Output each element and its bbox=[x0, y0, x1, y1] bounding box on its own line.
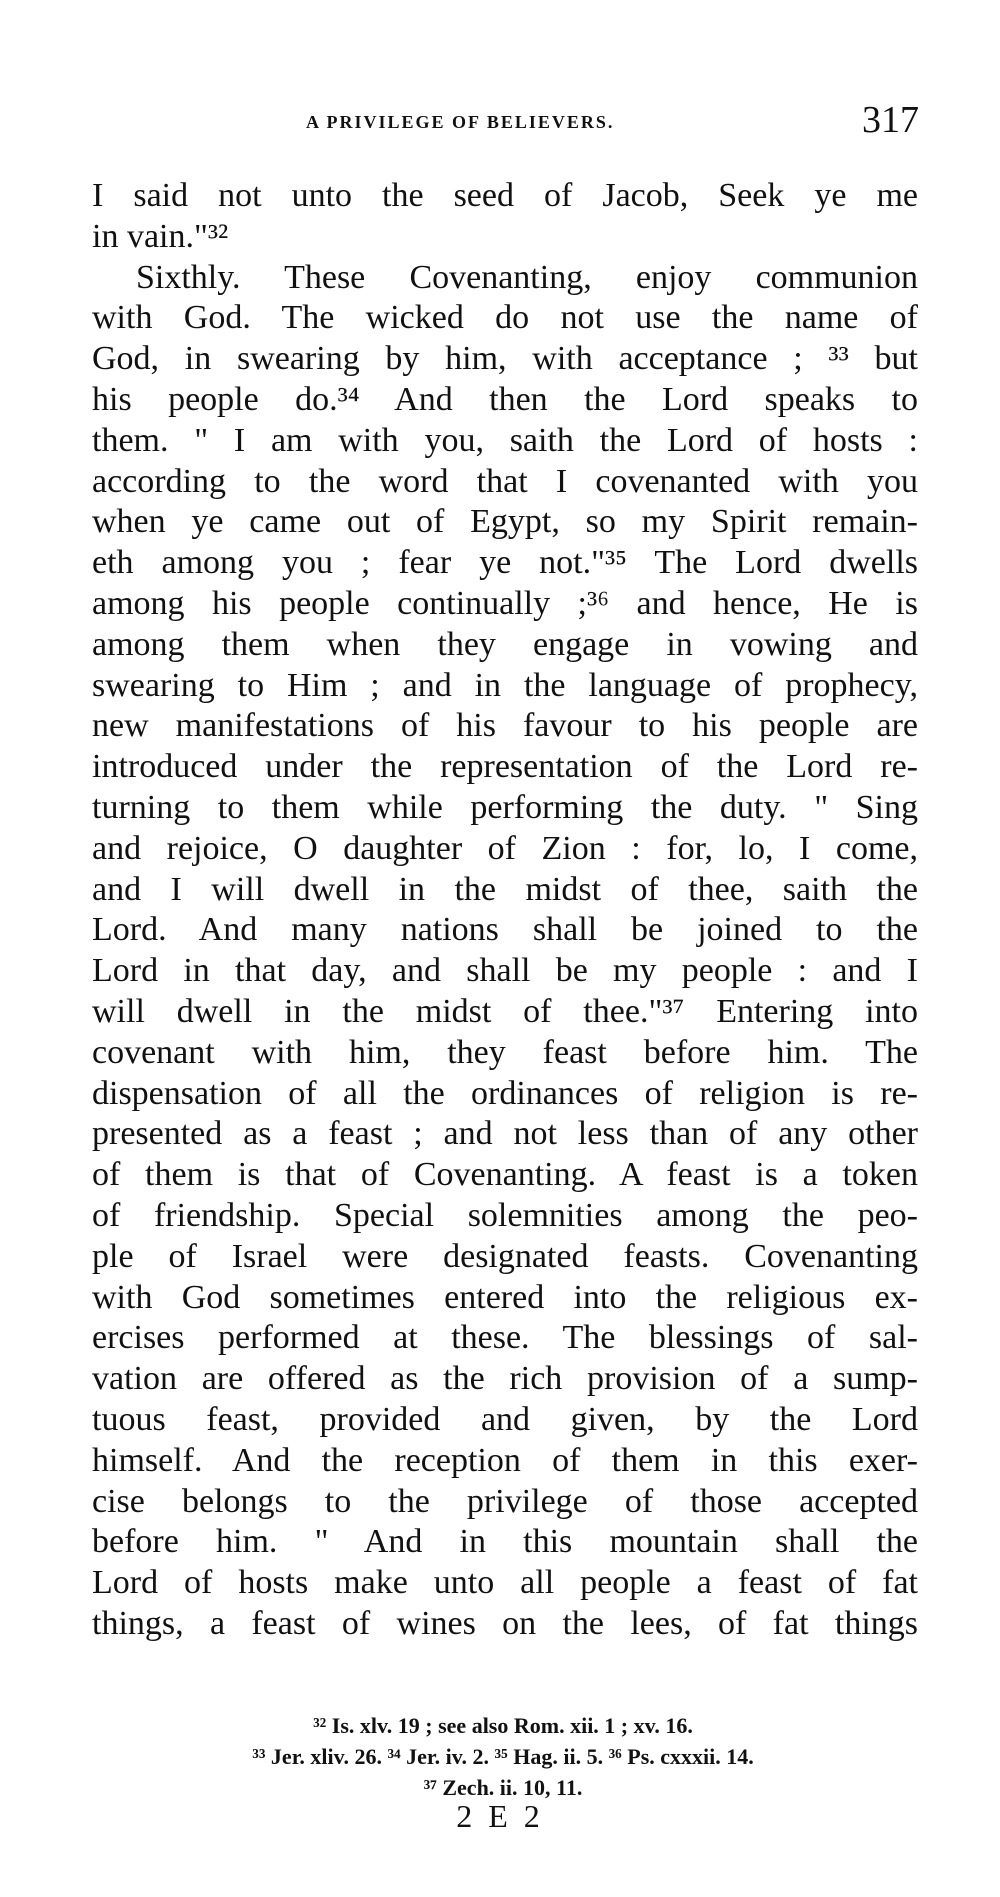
footnote-line: ³⁷ Zech. ii. 10, 11. bbox=[423, 1775, 583, 1800]
text-line: ple of Israel were designated feasts. Covenanting bbox=[92, 1237, 918, 1275]
body-text bbox=[92, 176, 918, 1645]
text-line: I said not unto the seed of Jacob, Seek ye me bbox=[92, 177, 918, 214]
text-line: Lord in that day, and shall be my people : and I bbox=[92, 952, 918, 990]
text-line: things, a feast of wines on the lees, of fat things bbox=[92, 1604, 918, 1642]
text-line: new manifestations of his favour to his people are bbox=[92, 707, 918, 745]
text-line: with God. The wicked do not use the name of bbox=[92, 299, 918, 337]
text-line: his people do.³⁴ And then the Lord speaks to bbox=[92, 380, 918, 418]
text-line: God, in swearing by him, with acceptance ; ³³ but bbox=[92, 340, 918, 378]
text-line: covenant with him, they feast before him. The bbox=[92, 1033, 918, 1071]
text-line: eth among you ; fear ye not."³⁵ The Lord dwells bbox=[92, 544, 918, 582]
text-line: of them is that of Covenanting. A feast is a token bbox=[92, 1156, 918, 1194]
text-line: ercises performed at these. The blessings of sal- bbox=[92, 1319, 918, 1357]
footnote-line: ³² Is. xlv. 19 ; see also Rom. xii. 1 ; xv. 16. bbox=[313, 1713, 693, 1738]
paragraph-first-line: Sixthly. These Covenanting, enjoy communion bbox=[136, 258, 918, 296]
text-line: Lord. And many nations shall be joined to the bbox=[92, 911, 918, 949]
page-number: 317 bbox=[862, 99, 919, 141]
text-line: swearing to Him ; and in the language of prophecy, bbox=[92, 666, 918, 704]
text-line: introduced under the representation of the Lord re- bbox=[92, 748, 918, 786]
text-line: when ye came out of Egypt, so my Spirit remain- bbox=[92, 503, 918, 541]
text-line: with God sometimes entered into the religious ex- bbox=[92, 1278, 918, 1316]
page-header bbox=[0, 98, 1000, 148]
text-line: dispensation of all the ordinances of religion is re- bbox=[92, 1074, 918, 1112]
text-line: turning to them while performing the duty. " Sing bbox=[92, 788, 918, 826]
text-line: will dwell in the midst of thee."³⁷ Entering into bbox=[92, 992, 918, 1030]
signature-mark: 2 E 2 bbox=[456, 1798, 544, 1834]
text-line: of friendship. Special solemnities among the peo- bbox=[92, 1196, 918, 1234]
text-line: vation are offered as the rich provision of a sump- bbox=[92, 1360, 918, 1398]
footnote-line: ³³ Jer. xliv. 26. ³⁴ Jer. iv. 2. ³⁵ Hag. ii. 5. ³⁶ Ps. cxxxii. 14. bbox=[252, 1744, 754, 1769]
text-line: cise belongs to the privilege of those accepted bbox=[92, 1482, 918, 1520]
text-line: himself. And the reception of them in this exer- bbox=[92, 1441, 918, 1479]
text-line: them. " I am with you, saith the Lord of hosts : bbox=[92, 421, 918, 459]
text-line: among his people continually ;³⁶ and hence, He is bbox=[92, 584, 918, 622]
running-title: A PRIVILEGE OF BELIEVERS. bbox=[306, 112, 615, 132]
text-line: in vain."³² bbox=[92, 217, 229, 255]
text-line: among them when they engage in vowing and bbox=[92, 625, 918, 663]
text-line: and I will dwell in the midst of thee, saith the bbox=[92, 870, 918, 908]
text-line: presented as a feast ; and not less than of any other bbox=[92, 1115, 918, 1153]
text-line: and rejoice, O daughter of Zion : for, lo, I come, bbox=[92, 829, 918, 867]
text-line: according to the word that I covenanted with you bbox=[92, 462, 918, 500]
text-line: tuous feast, provided and given, by the Lord bbox=[92, 1400, 918, 1438]
text-line: Lord of hosts make unto all people a feast of fat bbox=[92, 1564, 918, 1602]
footnotes bbox=[88, 1710, 918, 1803]
text-line: before him. " And in this mountain shall the bbox=[92, 1523, 918, 1561]
